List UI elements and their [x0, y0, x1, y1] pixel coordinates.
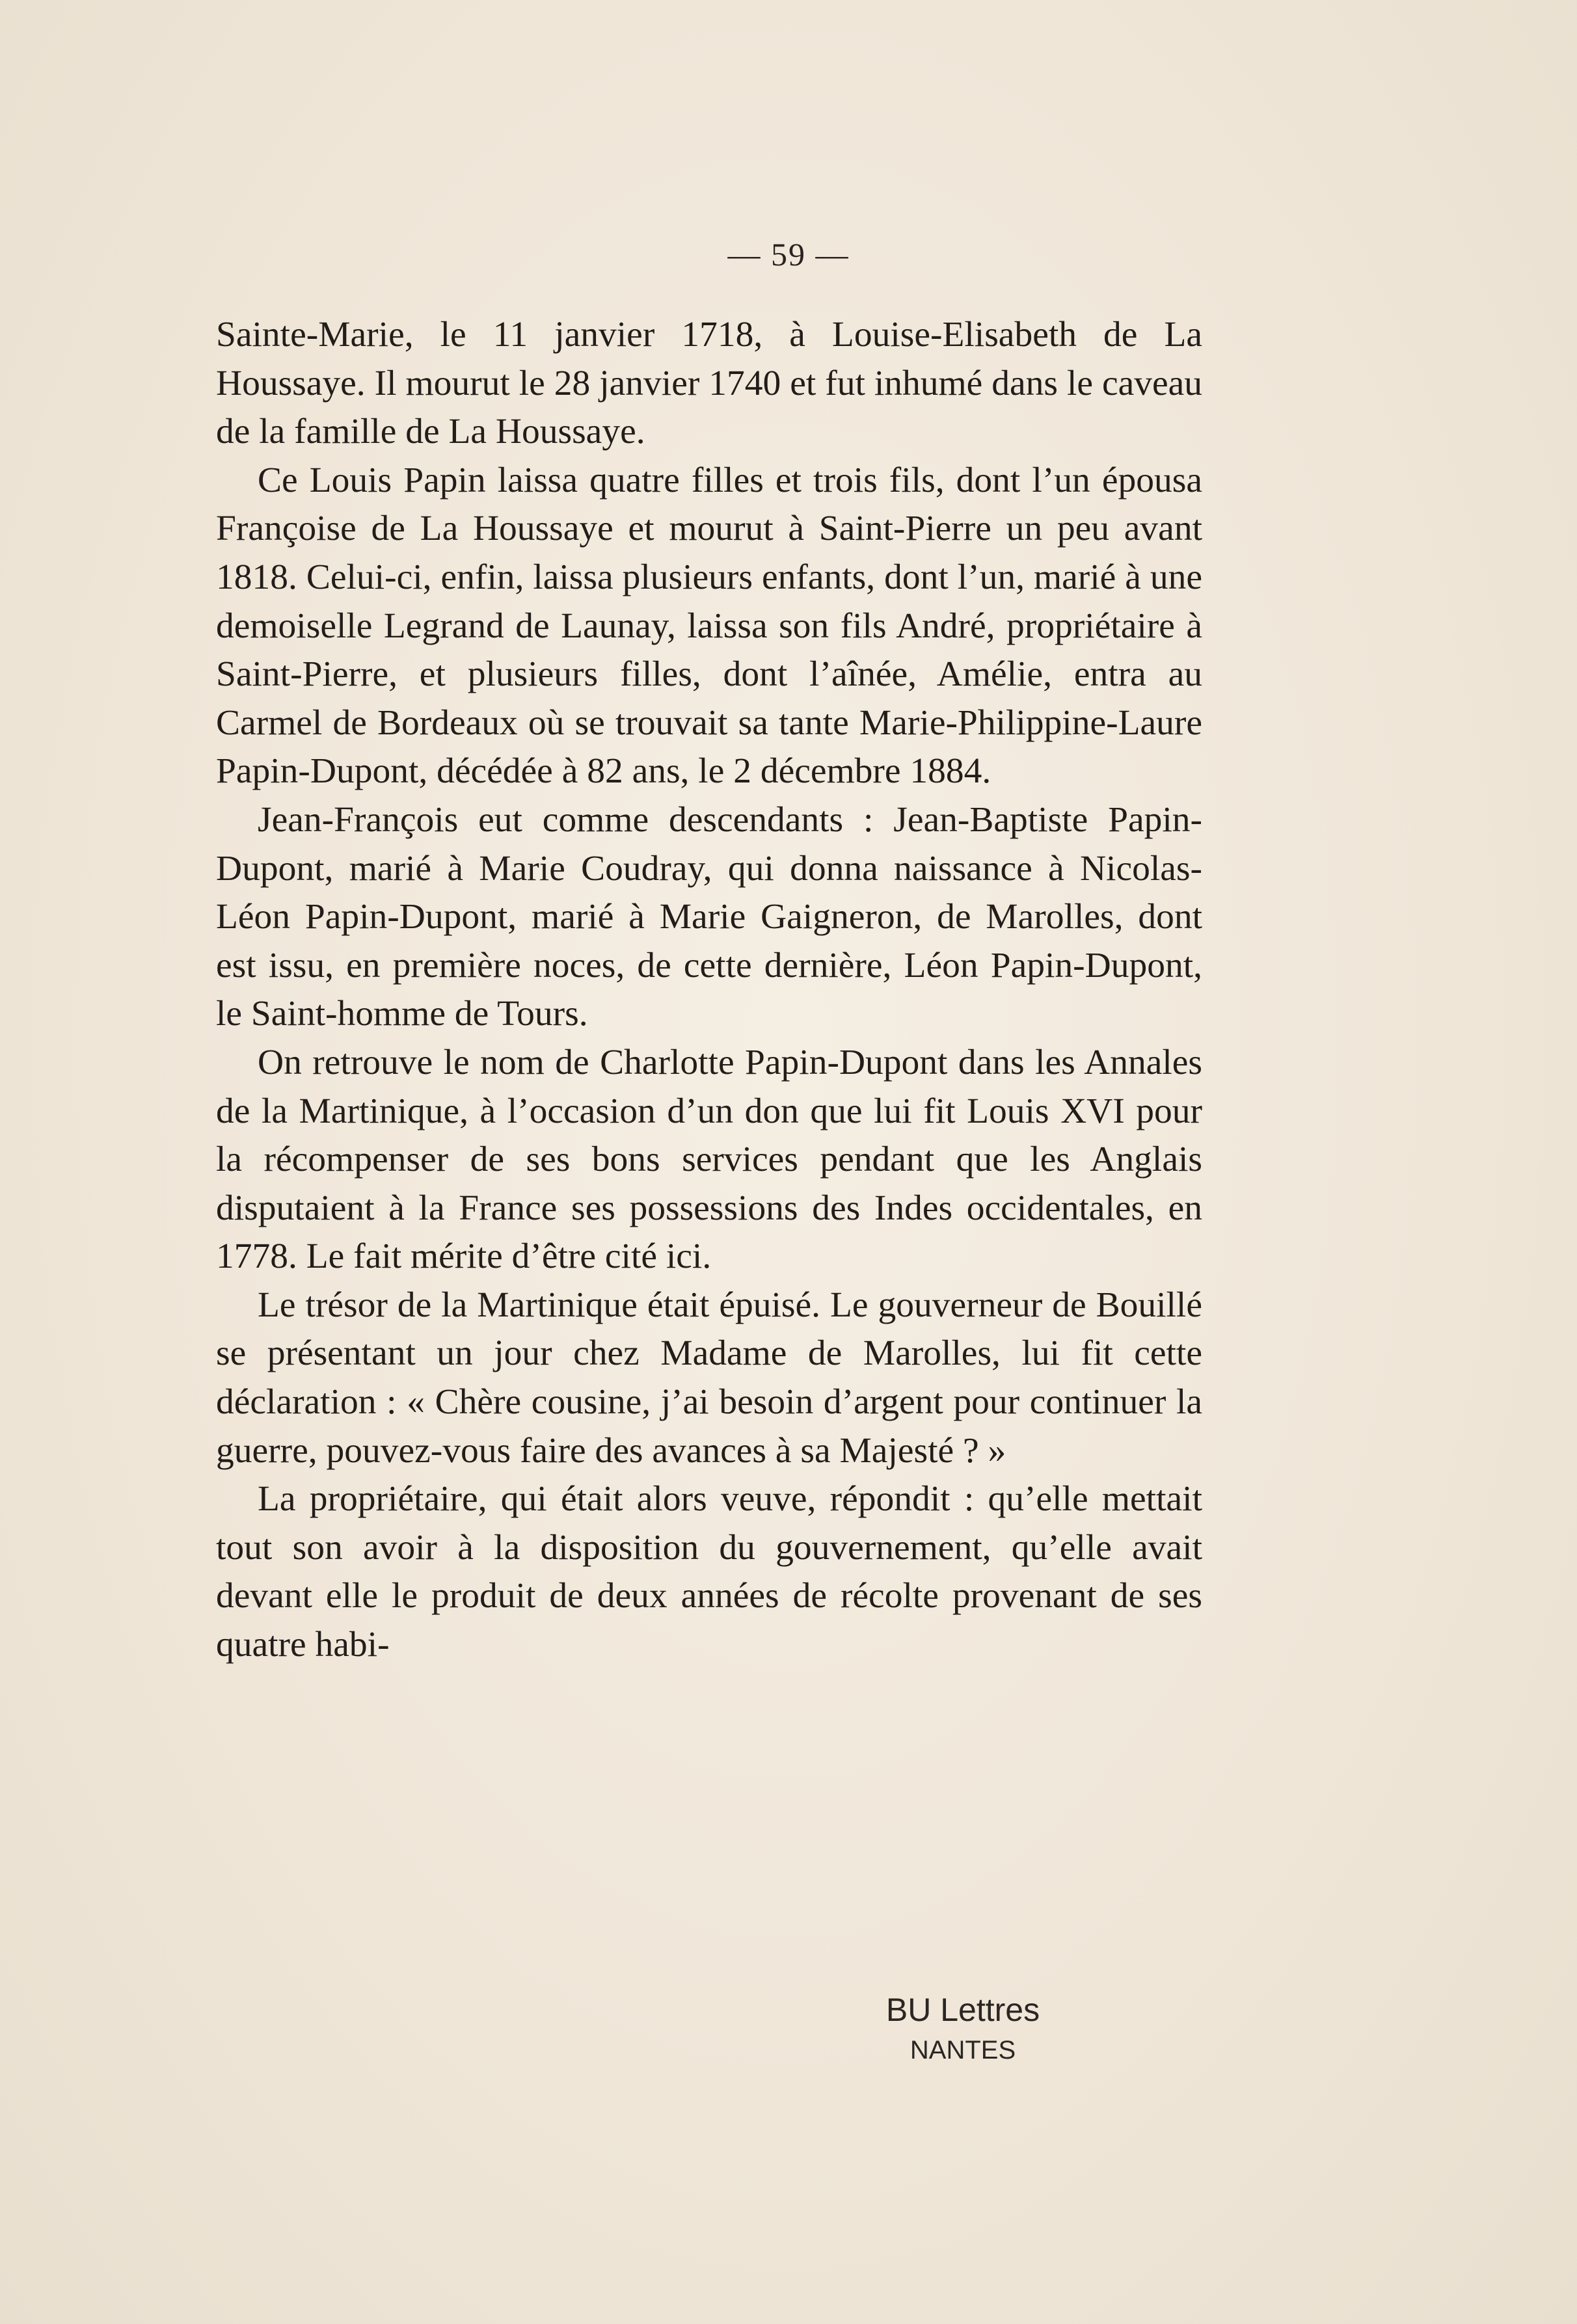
page-number: — 59 —: [727, 236, 850, 273]
library-stamp: [852, 1990, 1073, 2067]
paragraph-3: Jean-François eut comme descendants : Jean-Baptiste Papin-Dupont, marié à Marie Coudray, qui donna naissance à Nicolas-Léon Papin-Dupont, marié à Marie Gaigneron, de Marolles, dont est issu, en première noces, de cette dernière, Léon Papin-Dupont, le Saint-homme de Tours.: [216, 799, 1202, 1034]
paragraph-5: Le trésor de la Martinique était épuisé. Le gouverneur de Bouillé se présentant un jour chez Madame de Marolles, lui fit cette déclaration : « Chère cousine, j’ai besoin d’argent pour continuer la guerre, pouvez-vous faire des avances à sa Majesté ? »: [216, 1285, 1202, 1471]
paragraph-2: Ce Louis Papin laissa quatre filles et trois fils, dont l’un épousa Françoise de La Houssaye et mourut à Saint-Pierre un peu avant 1818. Celui-ci, enfin, laissa plusieurs enfants, dont l’un, marié à une demoiselle Legrand de Launay, laissa son fils André, propriétaire à Saint-Pierre, et plusieurs filles, dont l’aînée, Amélie, entra au Carmel de Bordeaux où se trouvait sa tante Marie-Philippine-Laure Papin-Dupont, décédée à 82 ans, le 2 décembre 1884.: [216, 460, 1202, 792]
stamp-line-2: NANTES: [910, 2036, 1016, 2064]
paragraph-1: Sainte-Marie, le 11 janvier 1718, à Louise-Elisabeth de La Houssaye. Il mourut le 28 janvier 1740 et fut inhumé dans le caveau de la famille de La Houssaye.: [216, 315, 1202, 452]
stamp-line-1: BU Lettres: [885, 1992, 1040, 2028]
paragraph-4: On retrouve le nom de Charlotte Papin-Dupont dans les Annales de la Martinique, à l’occasion d’un don que lui fit Louis XVI pour la récompenser de ses bons services pendant que les Anglais disputaient à la France ses possessions des Indes occidentales, en 1778. Le fait mérite d’être cité ici.: [216, 1042, 1202, 1277]
body-text: [216, 311, 1202, 1670]
paragraph-6: La propriétaire, qui était alors veuve, répondit : qu’elle mettait tout son avoir à la disposition du gouvernement, qu’elle avait devant elle le produit de deux années de récolte provenant de ses quatre habi-: [216, 1479, 1202, 1665]
